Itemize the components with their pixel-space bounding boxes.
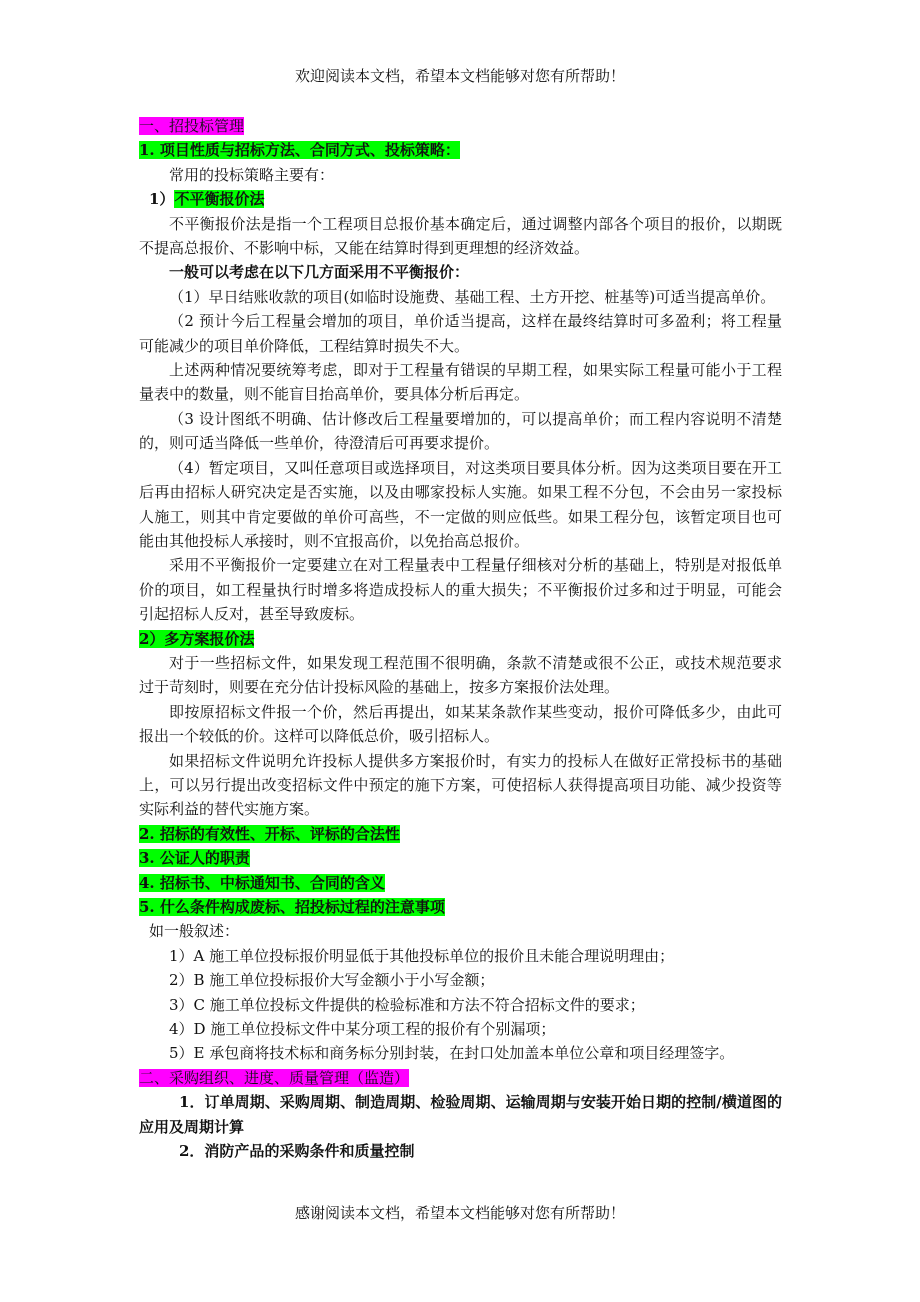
section-2-title: 二、采购组织、进度、质量管理（监造） [139,1068,410,1087]
list-item: 4）D 施工单位投标文件中某分项工程的报价有个别漏项； [169,1020,556,1039]
list-item: 2）B 施工单位投标报价大写金额小于小写金额； [169,971,495,990]
paragraph-8: 采用不平衡报价一定要建立在对工程量表中工程量仔细核对分析的基础上，特别是对报低单价的项目，如工程量执行时增多将造成投标人的重大损失；不平衡报价过多和过于明显，可能会引起招标人反对，甚至导致废标。 [139,556,782,624]
paragraph-10: 即按原招标文件报一个价，然后再提出，如某某条款作某些变动，报价可降低多少，由此可报出一个较低的价。这样可以降低总价，吸引招标人。 [139,702,782,746]
list-item: 1）A 施工单位投标报价明显低于其他投标单位的报价且未能合理说明理由； [169,946,675,965]
intro-text-2: 如一般叙述： [149,922,240,941]
subheading-2: 2）多方案报价法 [139,629,255,648]
paragraph-6: （3 设计图纸不明确、估计修改后工程量要增加的，可以提高单价；而工程内容说明不清楚的，则可适当降低一些单价，待澄清后可再要求提价。 [139,409,782,453]
paragraph-11: 如果招标文件说明允许投标人提供多方案报价时，有实力的投标人在做好正常投标书的基础上，可以另行提出改变招标文件中预定的施下方案，可使招标人获得提高项目功能、减少投资等实际利益的替代实施方案。 [139,751,782,819]
heading-4: 4. 招标书、中标通知书、合同的含义 [139,873,385,892]
section-2-item-1: 1．订单周期、采购周期、制造周期、检验周期、运输周期与安装开始日期的控制/横道图的应用及周期计算 [139,1093,782,1136]
paragraph-1: 不平衡报价法是指一个工程项目总报价基本确定后，通过调整内部各个项目的报价，以期既不提高总报价、不影响中标，又能在结算时得到更理想的经济效益。 [139,214,782,258]
paragraph-4: （2 预计今后工程量会增加的项目，单价适当提高，这样在最终结算时可多盈利；将工程量可能减少的项目单价降低，工程结算时损失不大。 [139,312,782,355]
list-item: 5）E 承包商将技术标和商务标分别封装，在封口处加盖本单位公章和项目经理签字。 [169,1044,735,1063]
heading-1: 1. 项目性质与招标方法、合同方式、投标策略： [139,141,460,160]
heading-5: 5. 什么条件构成废标、招投标过程的注意事项 [139,898,445,916]
paragraph-2: 一般可以考虑在以下几方面采用不平衡报价： [169,263,470,282]
subheading-1-title: 不平衡报价法 [174,190,265,209]
paragraph-5: 上述两种情况要统筹考虑，即对于工程量有错误的早期工程，如果实际工程量可能小于工程量表中的数量，则不能盲目抬高单价，要具体分析后再定。 [139,361,782,404]
document-body [139,114,782,1163]
section-1-title: 一、招投标管理 [139,117,245,135]
heading-3: 3. 公证人的职责 [139,849,250,868]
heading-2: 2. 招标的有效性、开标、评标的合法性 [139,824,400,843]
page-header: 欢迎阅读本文档，希望本文档能够对您有所帮助！ [294,67,625,85]
page-footer: 感谢阅读本文档，希望本文档能够对您有所帮助！ [294,1204,625,1222]
list-item: 3）C 施工单位投标文件提供的检验标准和方法不符合招标文件的要求； [169,995,645,1014]
section-2-item-2: 2．消防产品的采购条件和质量控制 [179,1142,415,1161]
paragraph-7: （4）暂定项目，又叫任意项目或选择项目，对这类项目要具体分析。因为这类项目要在开工后再由招标人研究决定是否实施，以及由哪家投标人实施。如果工程不分包，不会由另一家投标人施工，则其中肯定要做的单价可高些，不一定做的则应低些。如果工程分包，该暂定项目也可能由其他投标人承接时，则不宜报高价，以免抬高总报价。 [139,458,782,550]
subheading-1-number: 1） [149,190,175,209]
paragraph-9: 对于一些招标文件，如果发现工程范围不很明确，条款不清楚或很不公正，或技术规范要求过于苛刻时，则要在充分估计投标风险的基础上，按多方案报价法处理。 [139,653,782,697]
subheading-1 [139,187,782,211]
intro-text: 常用的投标策略主要有： [169,165,335,184]
paragraph-3: （1）早日结账收款的项目(如临时设施费、基础工程、土方开挖、桩基等)可适当提高单价。 [169,287,776,306]
